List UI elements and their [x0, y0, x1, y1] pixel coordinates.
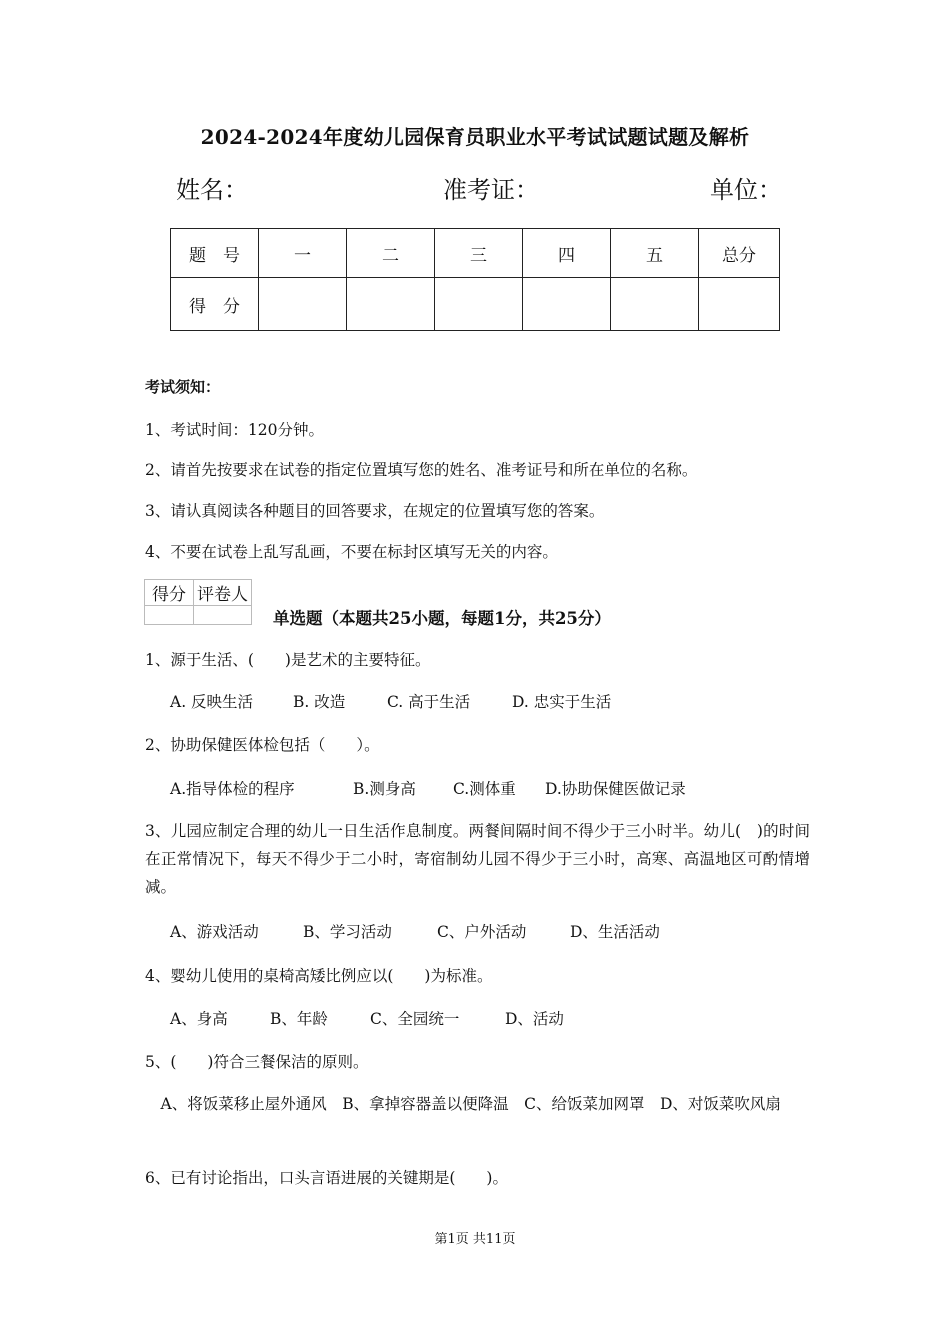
option-c: C. 高于生活	[387, 693, 471, 711]
notice-title: 考试须知：	[145, 378, 221, 396]
option-b: B. 改造	[293, 693, 346, 711]
score-header-cell: 四	[523, 229, 611, 278]
option-b: B.测身高	[353, 780, 416, 798]
question-stem: 6、已有讨论指出，口头言语进展的关键期是( )。	[145, 1169, 508, 1187]
section-title: 单选题（本题共25小题，每题1分，共25分）	[273, 609, 611, 628]
page-title: 2024-2024年度幼儿园保育员职业水平考试试题试题及解析	[200, 125, 750, 149]
score-header-cell: 五	[611, 229, 699, 278]
score-cell	[699, 278, 780, 331]
unit-label: 单位：	[710, 176, 782, 204]
question-stem: 3、儿园应制定合理的幼儿一日生活作息制度。两餐间隔时间不得少于三小时半。幼儿( )的时间在正常情况下，每天不得少于二小时，寄宿制幼儿园不得少于三小时，高寒、高温地区可酌情增减。	[145, 822, 810, 896]
question-stem: 5、( )符合三餐保洁的原则。	[145, 1053, 369, 1071]
option-a: A、身高	[170, 1010, 228, 1028]
score-header-cell: 一	[259, 229, 347, 278]
option-d: D.协助保健医做记录	[545, 780, 686, 798]
option-c: C、户外活动	[437, 923, 527, 941]
option-a: A. 反映生活	[170, 693, 254, 711]
option-a: A、游戏活动	[170, 923, 259, 941]
candidate-info-row	[176, 170, 786, 204]
notice-item: 3、请认真阅读各种题目的回答要求，在规定的位置填写您的答案。	[145, 502, 605, 520]
score-cell	[523, 278, 611, 331]
notice-item: 1、考试时间：120分钟。	[145, 421, 324, 439]
score-table-header-row	[171, 229, 780, 278]
score-table	[170, 228, 780, 331]
score-header-cell: 二	[347, 229, 435, 278]
option-c: C.测体重	[453, 780, 516, 798]
notice-item: 4、不要在试卷上乱写乱画，不要在标封区填写无关的内容。	[145, 543, 558, 561]
score-cell	[259, 278, 347, 331]
notice-item: 2、请首先按要求在试卷的指定位置填写您的姓名、准考证号和所在单位的名称。	[145, 461, 698, 479]
score-row-label: 得 分	[171, 278, 259, 331]
grader-score-cell	[145, 606, 194, 625]
grader-reviewer-label: 评卷人	[194, 580, 252, 606]
question-stem: 2、协助保健医体检包括（ ）。	[145, 736, 380, 754]
score-header-cell: 三	[435, 229, 523, 278]
score-cell	[611, 278, 699, 331]
question-stem: 1、源于生活、( )是艺术的主要特征。	[145, 651, 431, 669]
score-cell	[435, 278, 523, 331]
name-label: 姓名：	[176, 176, 248, 204]
option-c: C、全园统一	[370, 1010, 460, 1028]
page-footer: 第1页 共11页	[434, 1232, 516, 1247]
option-d: D、生活活动	[570, 923, 660, 941]
option-b: B、学习活动	[303, 923, 392, 941]
option-d: D、活动	[505, 1010, 564, 1028]
score-header-cell: 总分	[699, 229, 780, 278]
grader-box	[144, 579, 252, 625]
question-options-text: A、将饭菜移止屋外通风 B、拿掉容器盖以便降温 C、给饭菜加网罩 D、对饭菜吹风扇	[145, 1095, 781, 1113]
grader-reviewer-cell	[194, 606, 252, 625]
question-stem: 4、婴幼儿使用的桌椅高矮比例应以( )为标准。	[145, 967, 493, 985]
score-header-cell: 题 号	[171, 229, 259, 278]
exam-id-label: 准考证：	[443, 176, 539, 204]
option-a: A.指导体检的程序	[170, 780, 295, 798]
option-b: B、年龄	[270, 1010, 328, 1028]
grader-score-label: 得分	[145, 580, 194, 606]
option-d: D. 忠实于生活	[512, 693, 612, 711]
score-cell	[347, 278, 435, 331]
score-table-score-row	[171, 278, 780, 331]
